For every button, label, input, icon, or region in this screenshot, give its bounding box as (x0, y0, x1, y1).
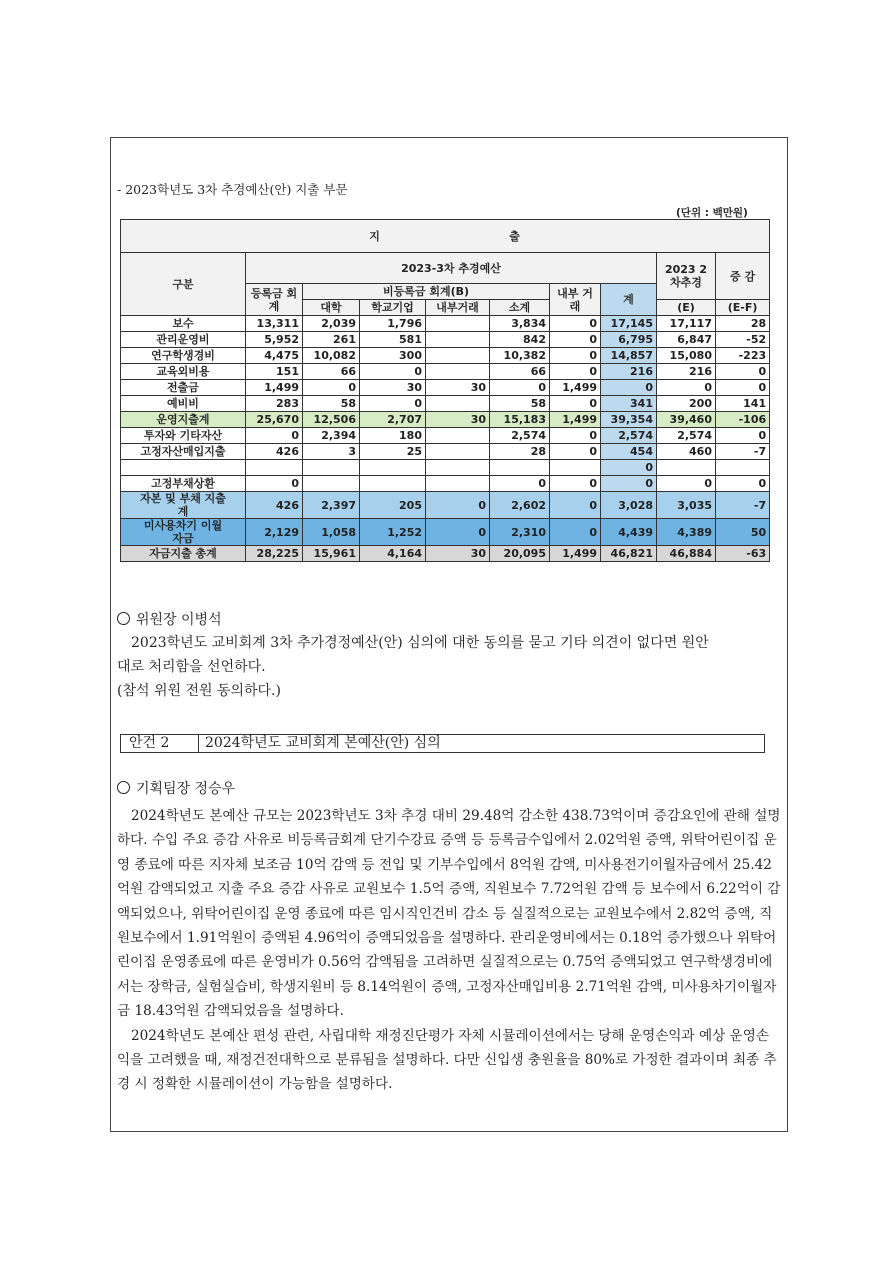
header-tuition: 등록금 회계 (246, 284, 303, 316)
table-row (121, 460, 770, 476)
table-row (121, 519, 770, 546)
cell-internal-nt (426, 348, 490, 364)
cell-change: 0 (716, 428, 770, 444)
para1-note: (참석 위원 전원 동의하다.) (117, 683, 281, 699)
cell-tuition: 426 (246, 492, 303, 519)
cell-sum: 3,028 (601, 492, 657, 519)
cell-tuition: 28,225 (246, 546, 303, 562)
cell-tuition: 283 (246, 396, 303, 412)
cell-sum: 39,354 (601, 412, 657, 428)
cell-sum: 46,821 (601, 546, 657, 562)
cell-sum: 17,145 (601, 316, 657, 332)
cell-internal: 0 (550, 332, 601, 348)
cell-prev: 216 (657, 364, 716, 380)
cell-internal-nt: 30 (426, 412, 490, 428)
table-row (121, 412, 770, 428)
table-row (121, 316, 770, 332)
row-label: 운영지출계 (121, 412, 246, 428)
para1-line2: 대로 처리함을 선언하다. (117, 659, 266, 675)
cell-univ: 15,961 (303, 546, 360, 562)
header-prev: 2023 2차추경 (657, 253, 716, 300)
cell-tuition: 0 (246, 476, 303, 492)
cell-subtotal: 66 (490, 364, 550, 380)
cell-enterprise: 2,707 (360, 412, 426, 428)
table-row (121, 364, 770, 380)
cell-tuition: 2,129 (246, 519, 303, 546)
cell-change: -223 (716, 348, 770, 364)
cell-internal-nt (426, 476, 490, 492)
table-row (121, 492, 770, 519)
cell-univ: 261 (303, 332, 360, 348)
cell-internal: 0 (550, 519, 601, 546)
cell-sum: 6,795 (601, 332, 657, 348)
body-paragraph-1: 2024학년도 본예산 규모는 2023학년도 3차 추경 대비 29.48억 감소한 438.73억이며 증감요인에 관해 설명하다. 수입 주요 증감 사유로 비등록금회계 단기수강료 증액 등 등록금수입에서 2.02억원 증액, 위탁어린이집 운영 종료에 따른 지자체 보조금 10억 감액 등 전입 및 기부수입에서 8억원 감액, 미사용전기이월자금에서 25.42억원 감액되었고 지출 주요 증감 사유로 교원보수 1.5억 증액, 직원보수 7.72억원 감액 등 보수에서 6.22억이 감액되었으나, 위탁어린이집 운영 종료에 따른 임시직인건비 감소 등 실질적으로는 교원보수에서 2.82억 증액, 직원보수에서 1.91억원이 증액된 4.96억이 증액되었음을 설명하다. 관리운영비에서는 0.18억 증가했으나 위탁어린이집 운영종료에 따른 운영비가 0.56억 감액됨을 고려하면 실질적으로는 0.75억 증액되었고 연구학생경비에서는 장학금, 실험실습비, 학생지원비 등 8.14억원이 증액, 고정자산매입비용 2.71억원 감액, 미사용차기이월자금 18.43억원 감액되었음을 설명하다. (117, 808, 781, 1020)
cell-internal-nt (426, 444, 490, 460)
cell-change: 28 (716, 316, 770, 332)
section-title: - 2023학년도 3차 추경예산(안) 지출 부문 (117, 182, 348, 197)
cell-internal-nt (426, 428, 490, 444)
table-row (121, 380, 770, 396)
header-prev-code: (E) (657, 300, 716, 316)
cell-subtotal: 15,183 (490, 412, 550, 428)
cell-prev: 460 (657, 444, 716, 460)
row-label: 미사용차기 이월자금 (121, 519, 246, 546)
cell-change: 0 (716, 380, 770, 396)
header-nontuition: 비등록금 회계(B) (303, 284, 550, 300)
header-internal: 내부 거래 (550, 284, 601, 316)
cell-prev: 4,389 (657, 519, 716, 546)
cell-change: 0 (716, 476, 770, 492)
cell-prev: 3,035 (657, 492, 716, 519)
cell-internal: 0 (550, 348, 601, 364)
cell-enterprise: 0 (360, 396, 426, 412)
cell-enterprise (360, 460, 426, 476)
speaker1-line (117, 609, 222, 631)
cell-enterprise: 0 (360, 364, 426, 380)
header-subtotal: 소계 (490, 300, 550, 316)
body-paragraph-2: 2024학년도 본예산 편성 관련, 사립대학 재정진단평가 자체 시뮬레이션에서는 당해 운영손익과 예상 운영손익을 고려했을 때, 재정건전대학으로 분류됨을 설명하다. 다만 신입생 충원율을 80%로 가정한 결과이며 최종 추경 시 정확한 시뮬레이션이 가능함을 설명하다. (117, 1027, 777, 1093)
cell-tuition: 426 (246, 444, 303, 460)
cell-tuition: 151 (246, 364, 303, 380)
cell-enterprise: 581 (360, 332, 426, 348)
cell-tuition (246, 460, 303, 476)
cell-sum: 0 (601, 380, 657, 396)
cell-prev (657, 460, 716, 476)
para1-line1: 2023학년도 교비회계 3차 추가경정예산(안) 심의에 대한 동의를 묻고 기타 의견이 없다면 원안 (131, 635, 709, 651)
agenda-title: 2024학년도 교비회계 본예산(안) 심의 (205, 735, 441, 751)
row-label: 전출금 (121, 380, 246, 396)
cell-tuition: 1,499 (246, 380, 303, 396)
cell-sum: 14,857 (601, 348, 657, 364)
cell-internal-nt: 30 (426, 546, 490, 562)
cell-internal: 0 (550, 316, 601, 332)
header-sum: 계 (601, 284, 657, 316)
cell-prev: 6,847 (657, 332, 716, 348)
cell-enterprise (360, 476, 426, 492)
row-label: 고정부채상환 (121, 476, 246, 492)
cell-internal: 0 (550, 444, 601, 460)
row-label: 연구학생경비 (121, 348, 246, 364)
cell-prev: 46,884 (657, 546, 716, 562)
cell-univ: 2,394 (303, 428, 360, 444)
cell-change: 50 (716, 519, 770, 546)
cell-subtotal: 20,095 (490, 546, 550, 562)
cell-sum: 4,439 (601, 519, 657, 546)
table-row (121, 444, 770, 460)
row-label: 교육외비용 (121, 364, 246, 380)
cell-subtotal: 0 (490, 476, 550, 492)
cell-change: -7 (716, 444, 770, 460)
cell-subtotal: 3,834 (490, 316, 550, 332)
cell-internal-nt: 0 (426, 492, 490, 519)
cell-subtotal (490, 460, 550, 476)
cell-tuition: 25,670 (246, 412, 303, 428)
cell-enterprise: 1,252 (360, 519, 426, 546)
header-change-code: (E-F) (716, 300, 770, 316)
cell-subtotal: 2,602 (490, 492, 550, 519)
row-label: 관리운영비 (121, 332, 246, 348)
cell-enterprise: 180 (360, 428, 426, 444)
row-label: 보수 (121, 316, 246, 332)
row-label: 자금지출 총계 (121, 546, 246, 562)
cell-internal: 1,499 (550, 380, 601, 396)
cell-change: -52 (716, 332, 770, 348)
table-row (121, 332, 770, 348)
cell-internal-nt (426, 364, 490, 380)
cell-subtotal: 28 (490, 444, 550, 460)
cell-prev: 2,574 (657, 428, 716, 444)
header-category: 구분 (121, 253, 246, 316)
cell-enterprise: 1,796 (360, 316, 426, 332)
cell-internal (550, 460, 601, 476)
row-label (121, 460, 246, 476)
cell-sum: 2,574 (601, 428, 657, 444)
cell-internal-nt: 30 (426, 380, 490, 396)
table-row (121, 428, 770, 444)
cell-internal: 0 (550, 476, 601, 492)
cell-prev: 0 (657, 476, 716, 492)
cell-subtotal: 842 (490, 332, 550, 348)
unit-label: (단위 : 백만원) (676, 207, 748, 219)
header-change: 증 감 (716, 253, 770, 300)
table-body (121, 316, 770, 562)
cell-prev: 39,460 (657, 412, 716, 428)
cell-univ: 3 (303, 444, 360, 460)
row-label: 고정자산매입지출 (121, 444, 246, 460)
table-row (121, 396, 770, 412)
table-row (121, 476, 770, 492)
header-row-1 (121, 253, 770, 284)
cell-enterprise: 205 (360, 492, 426, 519)
cell-tuition: 4,475 (246, 348, 303, 364)
header-budget2023: 2023-3차 추경예산 (246, 253, 657, 284)
cell-prev: 15,080 (657, 348, 716, 364)
table-title-row (121, 220, 770, 253)
cell-univ: 12,506 (303, 412, 360, 428)
cell-prev: 17,117 (657, 316, 716, 332)
cell-internal: 0 (550, 396, 601, 412)
cell-univ: 2,039 (303, 316, 360, 332)
cell-univ: 0 (303, 380, 360, 396)
cell-internal: 0 (550, 492, 601, 519)
circle-bullet-icon (117, 781, 130, 794)
cell-internal-nt (426, 460, 490, 476)
header-internal-nt: 내부거래 (426, 300, 490, 316)
cell-internal: 1,499 (550, 546, 601, 562)
cell-univ: 2,397 (303, 492, 360, 519)
cell-tuition: 5,952 (246, 332, 303, 348)
cell-subtotal: 0 (490, 380, 550, 396)
cell-enterprise: 300 (360, 348, 426, 364)
cell-change: -106 (716, 412, 770, 428)
expenditure-table (120, 219, 770, 562)
cell-change: 141 (716, 396, 770, 412)
agenda-box (120, 734, 765, 753)
cell-change: -63 (716, 546, 770, 562)
cell-internal: 0 (550, 428, 601, 444)
cell-subtotal: 10,382 (490, 348, 550, 364)
cell-tuition: 13,311 (246, 316, 303, 332)
cell-internal-nt (426, 316, 490, 332)
cell-enterprise: 30 (360, 380, 426, 396)
cell-enterprise: 25 (360, 444, 426, 460)
row-label: 예비비 (121, 396, 246, 412)
header-enterprise: 학교기업 (360, 300, 426, 316)
cell-sum: 341 (601, 396, 657, 412)
table-title: 지 출 (121, 220, 770, 253)
speaker2-name: 기획팀장 정승우 (136, 781, 236, 797)
cell-enterprise: 4,164 (360, 546, 426, 562)
cell-sum: 0 (601, 476, 657, 492)
table-row (121, 348, 770, 364)
table-row (121, 546, 770, 562)
row-label: 자본 및 부채 지출계 (121, 492, 246, 519)
cell-univ: 58 (303, 396, 360, 412)
cell-sum: 0 (601, 460, 657, 476)
circle-bullet-icon (117, 612, 130, 625)
speaker2-line (117, 778, 235, 800)
cell-tuition: 0 (246, 428, 303, 444)
cell-internal-nt (426, 332, 490, 348)
cell-internal: 1,499 (550, 412, 601, 428)
row-label: 투자와 기타자산 (121, 428, 246, 444)
cell-univ: 66 (303, 364, 360, 380)
header-univ: 대학 (303, 300, 360, 316)
cell-sum: 454 (601, 444, 657, 460)
cell-internal: 0 (550, 364, 601, 380)
cell-change: 0 (716, 364, 770, 380)
cell-prev: 200 (657, 396, 716, 412)
cell-univ (303, 476, 360, 492)
cell-univ: 10,082 (303, 348, 360, 364)
speaker1-name: 위원장 이병석 (136, 612, 222, 628)
body-text (117, 804, 781, 1097)
cell-subtotal: 58 (490, 396, 550, 412)
cell-change (716, 460, 770, 476)
cell-prev: 0 (657, 380, 716, 396)
agenda-number: 안건 2 (121, 735, 199, 752)
cell-univ (303, 460, 360, 476)
cell-sum: 216 (601, 364, 657, 380)
cell-internal-nt (426, 396, 490, 412)
cell-change: -7 (716, 492, 770, 519)
cell-univ: 1,058 (303, 519, 360, 546)
cell-subtotal: 2,574 (490, 428, 550, 444)
cell-internal-nt: 0 (426, 519, 490, 546)
cell-subtotal: 2,310 (490, 519, 550, 546)
